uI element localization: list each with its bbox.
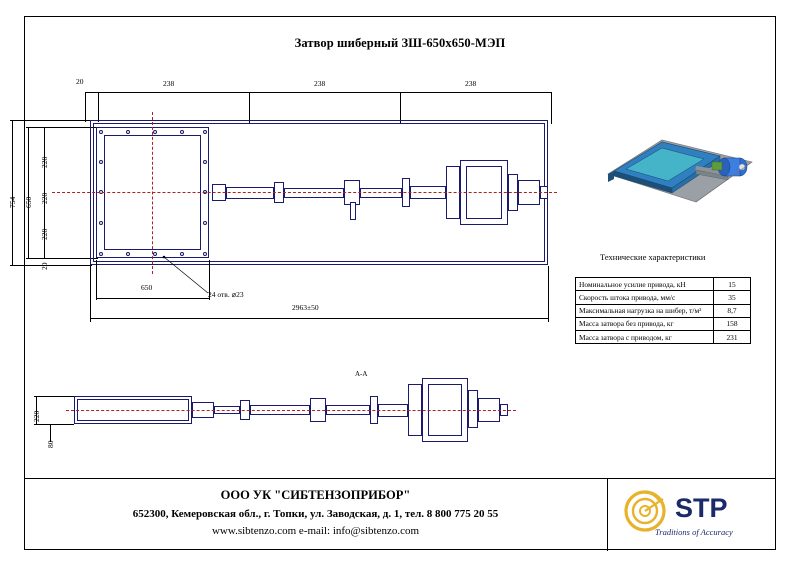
dim-side-height: 220	[32, 410, 41, 422]
dim-gate-seg-3: 228	[40, 228, 49, 240]
dim-top-2: 238	[163, 79, 175, 88]
bolt-hole	[153, 252, 157, 256]
dim-overall-length: 2963±50	[292, 303, 319, 312]
tech-name-2: Максимальная нагрузка на шибер, т/м²	[576, 304, 714, 317]
table-row	[576, 331, 751, 344]
centerline-vertical	[152, 112, 153, 274]
ext-line	[10, 120, 92, 121]
tech-value-3: 158	[714, 317, 751, 330]
company-name: ООО УК "СИБТЕНЗОПРИБОР"	[220, 488, 411, 502]
rod-bracket	[350, 202, 356, 220]
section-label: А-А	[355, 370, 368, 378]
ext-line	[26, 127, 98, 128]
tech-name-3: Масса затвора без привода, кг	[576, 317, 714, 330]
bolt-hole	[126, 252, 130, 256]
centerline-horizontal	[52, 192, 557, 193]
dim-gate-width: 650	[141, 283, 153, 292]
bolt-hole	[99, 221, 103, 225]
dim-left-outer: 754	[8, 196, 17, 208]
table-row	[576, 317, 751, 330]
render-svg	[600, 122, 760, 212]
company-address: 652300, Кемеровская обл., г. Топки, ул. Заводская, д. 1, тел. 8 800 775 20 55	[132, 508, 499, 520]
tech-value-2: 8,7	[714, 304, 751, 317]
logo-tagline: Traditions of Accuracy	[655, 527, 733, 537]
ext-line	[548, 266, 549, 322]
tech-specs-table	[575, 277, 751, 344]
table-row	[576, 278, 751, 291]
dim-side-small: 80	[46, 440, 55, 448]
side-gearbox	[468, 390, 478, 428]
table-row	[576, 304, 751, 317]
title-block	[24, 478, 776, 550]
side-view	[32, 378, 550, 453]
company-logo	[619, 487, 774, 545]
ext-line	[85, 92, 86, 122]
bolt-hole	[126, 130, 130, 134]
bolt-hole	[99, 160, 103, 164]
tech-name-4: Масса затвора с приводом, кг	[576, 331, 714, 344]
ext-line	[98, 92, 99, 122]
tech-name-1: Скорость штока привода, мм/с	[576, 291, 714, 304]
company-web: www.sibtenzo.com e-mail: info@sibtenzo.com	[211, 525, 420, 537]
ext-line	[26, 258, 98, 259]
dim-side-small-line	[50, 424, 51, 442]
bolt-hole	[203, 221, 207, 225]
dim-gate-seg-1: 228	[40, 156, 49, 168]
dim-left-outer-line	[12, 120, 13, 265]
bolt-hole	[203, 130, 207, 134]
dim-top-line	[85, 92, 551, 93]
tech-value-0: 15	[714, 278, 751, 291]
dim-top-4: 238	[465, 79, 477, 88]
isometric-render	[600, 122, 760, 212]
dim-gate-seg-2: 228	[40, 192, 49, 204]
drawing-title: Затвор шиберный ЗШ-650х650-МЭП	[294, 36, 506, 50]
bolt-hole	[203, 160, 207, 164]
bolt-hole	[99, 252, 103, 256]
bolt-hole	[99, 130, 103, 134]
title-block-divider	[607, 479, 608, 551]
dim-gate-seg-4: 20	[40, 262, 49, 270]
tech-value-1: 35	[714, 291, 751, 304]
ext-line	[96, 260, 97, 300]
dim-left-inner: 650	[24, 196, 33, 208]
dim-top-1: 20	[76, 77, 84, 86]
tech-specs-title: Технические характеристики	[600, 252, 706, 262]
bolt-hole	[153, 130, 157, 134]
ext-line	[10, 265, 92, 266]
ext-line	[34, 396, 74, 397]
ext-line	[90, 266, 91, 322]
bolt-hole	[180, 130, 184, 134]
plan-view	[8, 77, 550, 312]
ext-line	[551, 92, 552, 124]
dim-top-3: 238	[314, 79, 326, 88]
hole-note: 24 отв. ⌀23	[208, 290, 244, 299]
side-centerline	[66, 410, 516, 411]
tech-value-4: 231	[714, 331, 751, 344]
logo-text: STP	[675, 493, 728, 523]
ext-line	[34, 424, 74, 425]
dim-overall-line	[90, 318, 548, 319]
tech-name-0: Номинальное усилие привода, кН	[576, 278, 714, 291]
table-row	[576, 291, 751, 304]
dim-left-inner-line	[28, 127, 29, 258]
